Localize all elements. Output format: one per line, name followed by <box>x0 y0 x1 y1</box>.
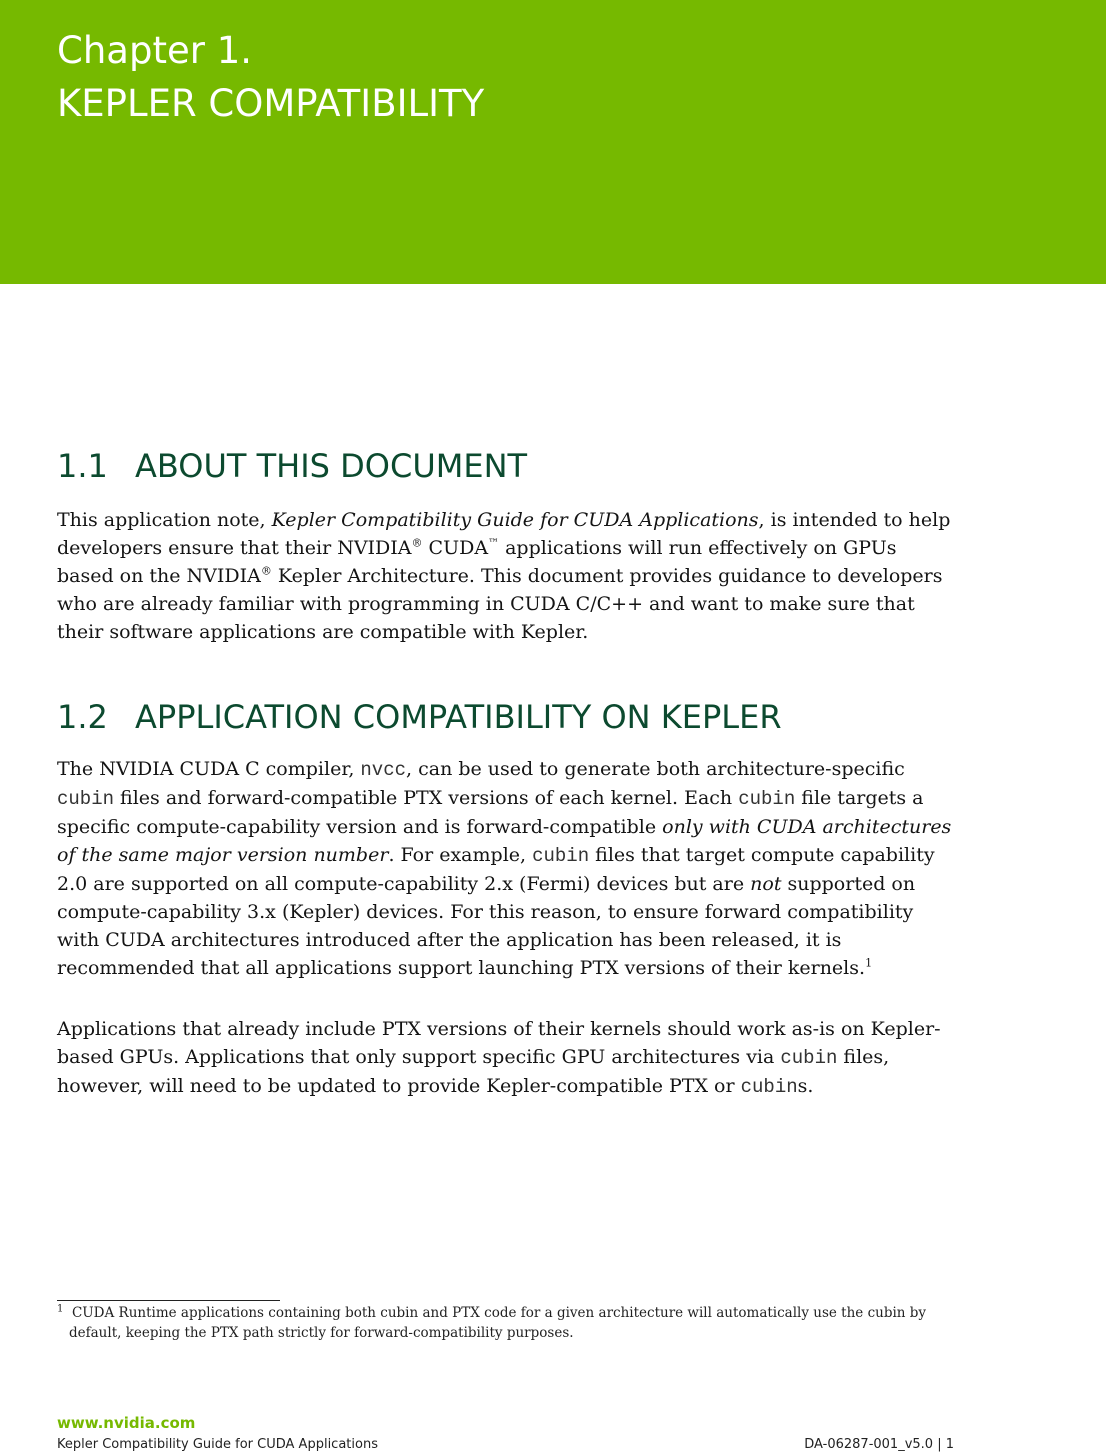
code-cubin: cubin <box>57 788 115 810</box>
code-cubin: cubin <box>532 845 590 867</box>
chapter-heading <box>57 24 484 130</box>
footer-url-link[interactable]: www.nvidia.com <box>57 1414 196 1432</box>
compatibility-paragraph: The NVIDIA CUDA C compiler, nvcc, can be used to generate both architecture-specific cubin files and forward-compatible PTX versions of each kernel. Each cubin file targets a specific compute-capability version and is forward-compatible only with CUDA architectures of the same major version number. For example, cubin files that target compute capability 2.0 are supported on all compute-capability 2.x (Fermi) devices but are not supported on compute-capability 3.x (Kepler) devices. For this reason, to ensure forward compatibility with CUDA architectures introduced after the application has been released, it is recommended that all applications support launching PTX versions of their kernels.$^1$ <box>57 758 952 979</box>
section-1-2-heading <box>57 697 782 737</box>
code-cubin: cubin <box>738 788 796 810</box>
footnote-ref[interactable]: 1 <box>865 956 873 970</box>
section-number: 1.1 <box>57 447 108 485</box>
chapter-title: KEPLER COMPATIBILITY <box>57 82 485 125</box>
footnote <box>57 1303 949 1343</box>
registered-mark: ® <box>411 536 423 550</box>
code-nvcc: nvcc <box>360 759 407 781</box>
chapter-label: Chapter 1. <box>57 29 252 72</box>
section-number: 1.2 <box>57 698 108 736</box>
footnote-text: CUDA Runtime applications containing both cubin and PTX code for a given architecture will automatically use the cubin by default, keeping the PTX path strictly for forward-compatibility purposes. <box>69 1305 927 1341</box>
emphasis-text: only with CUDA architectures of the same major version number <box>57 816 952 866</box>
footer-doc-title: Kepler Compatibility Guide for CUDA Applications <box>57 1437 378 1452</box>
footer-doc-code: DA-06287-001_v5.0 | 1 <box>804 1437 954 1452</box>
document-title: Kepler Compatibility Guide for CUDA Applications <box>271 509 759 531</box>
applications-paragraph: Applications that already include PTX versions of their kernels should work as-is on Kepler-based GPUs. Applications that only support specific GPU architectures via cubin files, however, will need to be updated to provide Kepler-compatible PTX or cubins. <box>57 1018 941 1098</box>
code-cubin: cubin <box>780 1047 838 1069</box>
section-title: ABOUT THIS DOCUMENT <box>135 447 528 485</box>
footnote-number: 1 <box>57 1303 64 1315</box>
footnote-divider <box>57 1300 280 1301</box>
section-title: APPLICATION COMPATIBILITY ON KEPLER <box>135 698 782 736</box>
trademark-mark: ™ <box>488 536 500 550</box>
section-1-1-heading <box>57 446 527 486</box>
chapter-banner <box>0 0 1106 284</box>
registered-mark: ® <box>260 564 272 578</box>
emphasis-text: not <box>750 873 782 895</box>
about-paragraph: This application note, Kepler Compatibility Guide for CUDA Applications, is intended to help developers ensure that their NVIDIA® CUDA™ applications will run effectively on GPUs based on the NVIDIA® Kepler Architecture. This document provides guidance to developers who are already familiar with programming in CUDA C/C++ and want to make sure that their software applications are compatible with Kepler. <box>57 509 951 643</box>
code-cubin: cubin <box>740 1076 798 1098</box>
